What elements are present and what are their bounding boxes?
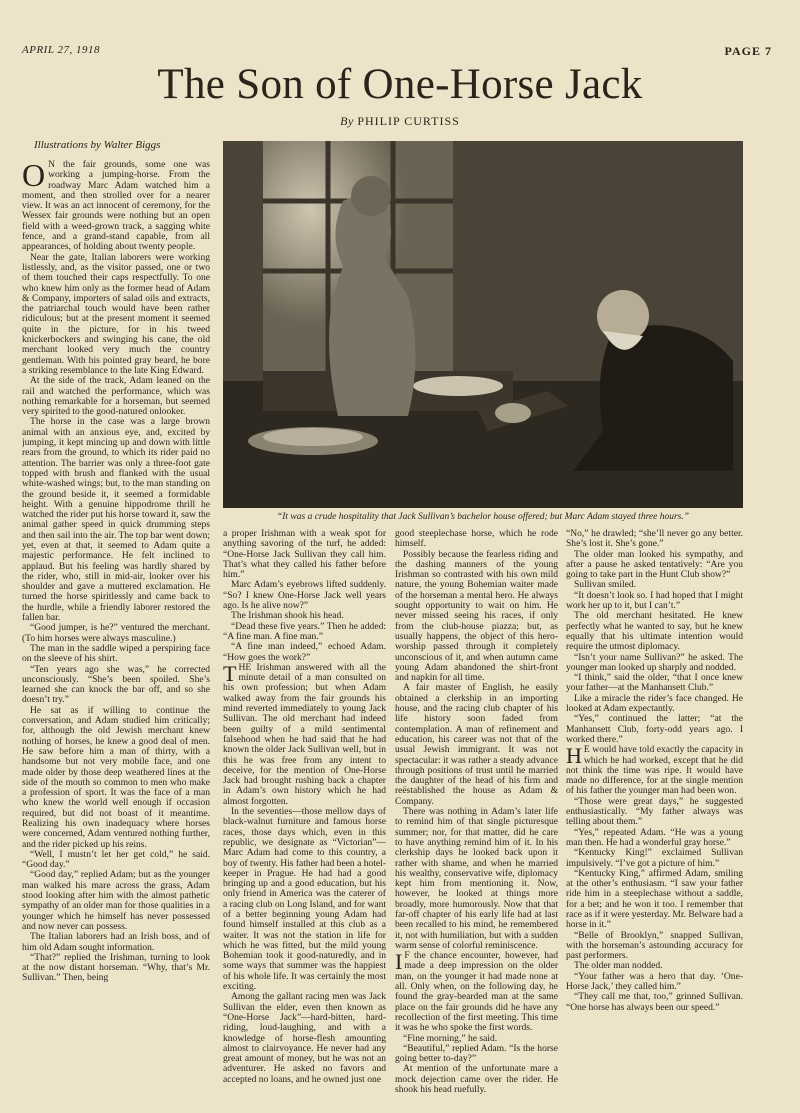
text-column-2 — [223, 529, 386, 1109]
issue-date: APRIL 27, 1918 — [22, 44, 100, 56]
paragraph: “Isn’t your name Sullivan?” he asked. The younger man looked up sharply and nodded. — [566, 651, 743, 673]
paragraph: “Your father was a hero that day. ‘One-Horse Jack,’ they called him.” — [566, 970, 743, 993]
paragraph: The Italian laborers had an Irish boss, and of him old Adam sought information. — [22, 931, 210, 953]
paragraph: “Those were great days,” he suggested enthusiastically. “My father always was telling about them.” — [566, 795, 743, 828]
paragraph: good steeplechase horse, which he rode himself. — [395, 529, 558, 550]
paragraph: “A fine man indeed,” echoed Adam. “How goes the work?” — [223, 641, 386, 663]
text-column-4 — [566, 529, 743, 1109]
paragraph: “I think,” said the older, “that I once knew your father—at the Manhansett Club.” — [566, 672, 743, 694]
paragraph: The older man looked his sympathy, and after a pause he asked tentatively: “Are you going to take part in the Hunt Club show?” — [566, 548, 743, 581]
drop-cap: O — [22, 160, 46, 193]
paragraph: “Kentucky King,” affirmed Adam, smiling at the other’s enthusiasm. “I saw your father ride him in a steeplechase without a saddle, for a bet; and he won it too. I remember that race as if it were yesterday. Mr. Belware had a horse in it.” — [566, 867, 743, 931]
paragraph: At mention of the unfortunate mare a mock dejection came over the rider. He shook his head ruefully. — [395, 1063, 558, 1096]
paragraph: “Good day,” replied Adam; but as the younger man walked his mare across the grass, Adam stood looking after him with the almost pathetic sympathy of an older man for those qualities in a younger which he himself has never possessed and now never can possess. — [22, 869, 210, 932]
paragraph: Marc Adam’s eyebrows lifted suddenly. “So? I knew One-Horse Jack well years ago. Is he alive now?” — [223, 579, 386, 612]
drop-cap: I — [395, 949, 403, 975]
paragraph: “Fine morning,” he said. — [403, 1032, 498, 1044]
page-number: PAGE 7 — [724, 44, 772, 58]
paragraph: The Irishman shook his head. — [231, 610, 344, 622]
paragraph: Near the gate, Italian laborers were working listlessly, and, as the visitor passed, one or two of them touched their caps respectfully. To one who knew him only as the former head of Adam & Company, importers of salad oils and extracts, the patriarchal touch would have been rather ridiculous; but at the present moment it seemed quite in the picture, for in his tweed knickerbockers and swinging his cane, the old merchant looked very much the country gentleman. With his pointed gray beard, he bore a striking resemblance to the late King Edward. — [22, 251, 210, 376]
illustrator-credit: Illustrations by Walter Biggs — [34, 139, 161, 151]
byline — [0, 114, 800, 129]
paragraph: In the seventies—those mellow days of black-walnut furniture and famous horse races, those days which, even in this republic, we designate as “Victorian”—Marc Adam had come to this country, a boy of twenty. His father had been a hotel-keeper in Prague. He had had a good bringing up and a good education, but his only friend in America was the caterer of a racing club on Long Island, and for want of a better beginning young Adam had found himself installed at this club as a waiter. It was not the station in life for which he was fitted, but the mild young Bohemian took it good-naturedly, and in some ways that summer was the happiest of his whole life. It was certainly the most exciting. — [223, 806, 386, 993]
paragraph: Sullivan smiled. — [574, 579, 637, 591]
paragraph: The man in the saddle wiped a perspiring face on the sleeve of his shirt. — [22, 642, 210, 665]
paragraph: The old merchant hesitated. He knew perfectly what he wanted to say, but he knew equally that his ultimate intention would require the utmost diplomacy. — [566, 610, 743, 653]
paragraph: “It doesn’t look so. I had hoped that I might work her up to it, but I can’t.” — [566, 589, 743, 612]
paragraph: a proper Irishman with a weak spot for anything savoring of the turf, he added: “One-Horse Jack Sullivan they call him. That’s what they called his father before him.” — [223, 529, 386, 581]
text-column-3 — [395, 529, 558, 1109]
paragraph: H E would have told exactly the capacity in which he had worked, except that he did not think the time was ripe. It would have made no difference, for at the single mention of his father the younger man had been won. — [566, 743, 743, 797]
illustration-caption: “It was a crude hospitality that Jack Sullivan’s bachelor house offered; but Marc Adam stayed three hours.” — [276, 512, 690, 522]
paragraph: “Well, I mustn’t let her get cold,” he said. “Good day.” — [22, 848, 210, 871]
paragraph: “Belle of Brooklyn,” snapped Sullivan, with the horseman’s astounding accuracy for past performers. — [566, 929, 743, 962]
paragraph: O N the fair grounds, some one was working a jumping-horse. From the roadway Marc Adam watched him a moment, and then strolled over for a nearer view. It was an act innocent of ceremony, for the Wessex fair grounds were nothing but an open field with a weed-grown track, a sagging white fence, and a grand-stand capable, from all appearances, of holding about twenty people. — [22, 160, 210, 253]
author-name: PHILIP CURTISS — [357, 114, 460, 128]
paragraph: A fair master of English, he easily obtained a clerkship in an importing house, and the racing club chapter of his life history soon faded from contemplation. A man of refinement and education, his career was not that of the usual Jewish immigrant. It was not spectacular: it was rather a steady advance through positions of trust until he married the daughter of the head of his firm and reëstablished the house as Adam & Company. — [395, 682, 558, 807]
text-column-1 — [22, 160, 210, 1108]
paragraph: “Dead these five years.” Then he added: “A fine man. A fine man.” — [223, 620, 386, 642]
paragraph: There was nothing in Adam’s later life to remind him of that single picturesque summer; nor, for that matter, did he care to have anything remind him of it. In his clerkship days he looked back upon it rather with shame, and when he married his wealthy, conservative wife, diplomacy kept him from mentioning it. Now, however, he looked at things more broadly, more humorously. Now that that far-off chapter of his early life had at last been recalled to his mind, he remembered it, not with humiliation, but with a sudden warm sense of colorful reminiscence. — [395, 806, 558, 951]
drop-cap: T — [223, 660, 237, 686]
paragraph: THE Irishman answered with all the minute detail of a man consulted on his own profession; but when Adam walked away from the fair grounds his mind reverted immediately to young Jack Sullivan. The old merchant had indeed been guilty of a mild sentimental falsehood when he had said that he had known the older Jack Sullivan well, but in this he was free from any intent to deceive, for the mention of One-Horse Jack had brought rushing back a chapter in Adam’s own history which he had almost forgotten. — [223, 660, 386, 807]
paragraph: “That?” replied the Irishman, turning to look at the now distant horseman. “Why, that’s Mr. Sullivan.” Then, being — [22, 951, 210, 984]
paragraph: He sat as if willing to continue the conversation, and Adam studied him critically; for, although the old Jewish merchant knew nothing of horses, he knew a good deal of men. He saw before him a man of thirty, with a handsome but not very mobile face, and one made older by those deep weathered lines at the side of the mouth so common to men who make a profession of sport. It was the face of a man who knew the world well enough if occasion required, but did not boast of it meantime. Realizing his own inadequacy where horses were concerned, Adam ventured nothing further, and the rider picked up his reins. — [22, 704, 210, 850]
paragraph: “Ten years ago she was,” he corrected unconsciously. “She’s been spoiled. She’s learned she can knock the bar off, and so she doesn’t try.” — [22, 663, 210, 706]
paragraph: “Good jumper, is he?” ventured the merchant. (To him horses were always masculine.) — [22, 622, 210, 644]
paragraph: At the side of the track, Adam leaned on the rail and watched the performance, which was nothing remarkable for a horseman, but seemed very spirited to the good-natured onlooker. — [22, 375, 210, 418]
illustration — [223, 141, 743, 508]
paragraph: The older man nodded. — [574, 960, 663, 972]
paragraph: “They call me that, too,” grinned Sullivan. “One horse has always been our speed.” — [566, 991, 743, 1013]
paragraph: “Yes,” repeated Adam. “He was a young man then. He had a wonderful gray horse.” — [566, 826, 743, 848]
paragraph: “Yes,” continued the latter; “at the Manhansett Club, forty-odd years ago. I worked there.” — [566, 713, 743, 745]
paragraph: “No,” he drawled; “she’ll never go any better. She’s lost it. She’s gone.” — [566, 529, 743, 550]
byline-prefix: By — [340, 114, 354, 128]
paragraph: Possibly because the fearless riding and the dashing manners of the young Irishman so contrasted with his own mild nature, the young Bohemian waiter made of the horseman a mental hero. He always sought opportunity to wait on him. He never missed seeing his races, if only from the club-house piazza; but, as usually happens, the object of this hero-worship passed through it completely unconscious of it, and when autumn came young Adam abandoned the shirt-front and napkin for all time. — [395, 548, 558, 684]
paragraph: Among the gallant racing men was Jack Sullivan the elder, even then known as “One-Horse Jack”—hard-bitten, hard-riding, loud-laughing, and with a knowledge of horse-flesh amounting almost to clairvoyance. He never had any great amount of money, but he was not an adventurer. He asked no favors and accepted no loans, and he owned just one — [223, 991, 386, 1085]
illustration-drawing — [223, 141, 743, 508]
paragraph: I F the chance encounter, however, had made a deep impression on the older man, on the younger it had made none at all. Only when, on the following day, he found the gray-bearded man at the same place on the fair grounds did he have any recollection of the first meeting. This time it was he who spoke the first words. — [395, 949, 558, 1034]
drop-cap: H — [566, 743, 582, 769]
paragraph: “Beautiful,” replied Adam. “Is the horse going better to-day?” — [395, 1042, 558, 1065]
paragraph: “Kentucky King!” exclaimed Sullivan impulsively. “I’ve got a picture of him.” — [566, 847, 743, 869]
paragraph: The horse in the case was a large brown animal with an anxious eye, and, excited by jumping, it kept mincing up and down with little rears from the ground, to which its rider paid no attention. The barrier was only a three-foot gate topped with brush and flanked with the usual white-washed wings; but, to the man standing on the ground beside it, it seemed a formidable height. With a genuine hippodrome thrill he watched the rider put his horse toward it, saw the animal gather speed in quick drumming steps and then sail into the air. The top bar went down; yet, even at that, it seemed to Adam quite a majestic performance. He felt inclined to applaud. But his feeling was hardly shared by the rider, who, still in mid-air, looker over his shoulder and gave a muttered exclamation. He turned the horse spiritlessly and came back to the hurdle, while a friendly laborer restored the fallen bar. — [22, 416, 210, 624]
paragraph: Like a miracle the rider’s face changed. He looked at Adam expectantly. — [566, 692, 743, 715]
article-title: The Son of One-Horse Jack — [157, 61, 643, 108]
